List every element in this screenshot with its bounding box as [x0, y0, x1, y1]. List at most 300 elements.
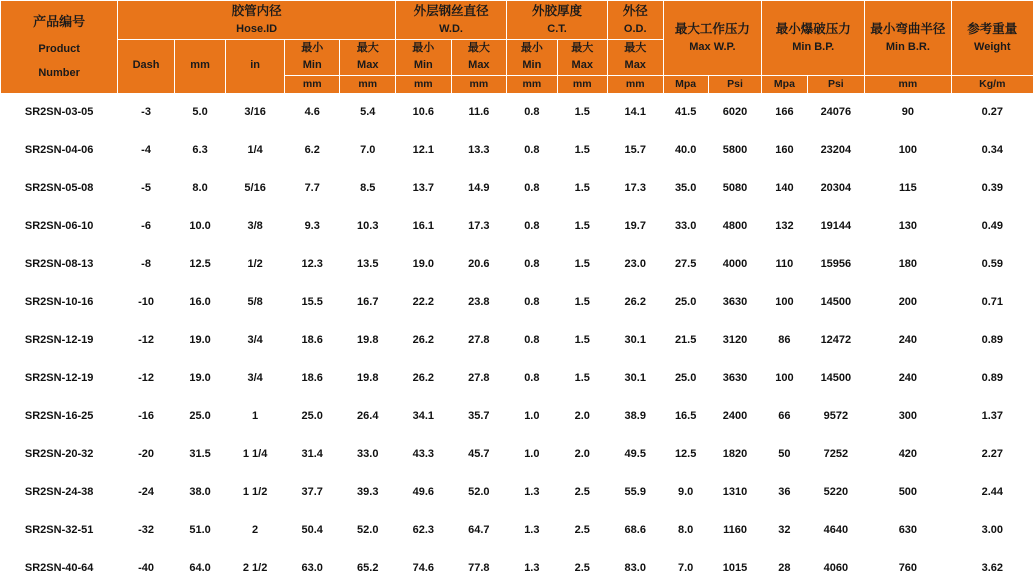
- cell-value: 43.3: [396, 435, 452, 473]
- cell-value: 0.39: [951, 169, 1033, 207]
- table-row: [1, 435, 1034, 473]
- cell-value: 1/4: [226, 131, 285, 169]
- cell-value: -5: [118, 169, 175, 207]
- cell-product-number: SR2SN-06-10: [1, 207, 118, 245]
- subheader-id-in: [226, 39, 285, 93]
- unit-bp-mpa: [762, 75, 807, 93]
- cell-value: 25.0: [174, 397, 225, 435]
- cell-value: 23.8: [451, 283, 507, 321]
- cell-product-number: SR2SN-05-08: [1, 169, 118, 207]
- cell-value: 55.9: [607, 473, 663, 511]
- cell-value: 25.0: [284, 397, 340, 435]
- group-bp-en: Min B.P.: [792, 41, 835, 54]
- group-br-en: Min B.R.: [885, 41, 930, 54]
- cell-value: 86: [762, 321, 807, 359]
- cell-value: 4000: [708, 245, 762, 283]
- cell-value: 27.8: [451, 321, 507, 359]
- cell-value: 7.0: [663, 549, 708, 587]
- cell-value: 21.5: [663, 321, 708, 359]
- cell-value: 1310: [708, 473, 762, 511]
- subheader-wd-min: [396, 39, 452, 75]
- cell-value: -12: [118, 359, 175, 397]
- cell-value: 28: [762, 549, 807, 587]
- cell-value: 240: [865, 321, 951, 359]
- cell-value: 20.6: [451, 245, 507, 283]
- unit-wd-max-label: mm: [469, 77, 489, 90]
- unit-id-min-label: mm: [302, 77, 322, 90]
- cell-value: 160: [762, 131, 807, 169]
- cell-value: 0.49: [951, 207, 1033, 245]
- cell-value: 1.5: [557, 169, 607, 207]
- cell-value: 1: [226, 397, 285, 435]
- cell-value: 0.89: [951, 321, 1033, 359]
- cell-value: 38.0: [174, 473, 225, 511]
- cell-value: 41.5: [663, 93, 708, 131]
- cell-value: 2400: [708, 397, 762, 435]
- cell-value: -32: [118, 511, 175, 549]
- cell-value: 15956: [807, 245, 865, 283]
- cell-value: 1.0: [507, 435, 557, 473]
- cell-product-number: SR2SN-10-16: [1, 283, 118, 321]
- cell-value: 13.7: [396, 169, 452, 207]
- cell-value: 19.8: [340, 321, 396, 359]
- cell-value: 2.5: [557, 549, 607, 587]
- cell-value: 12.1: [396, 131, 452, 169]
- column-group-weight: [951, 1, 1033, 76]
- table-row: [1, 131, 1034, 169]
- cell-value: 3/16: [226, 93, 285, 131]
- table-header: [1, 1, 1034, 94]
- cell-value: 37.7: [284, 473, 340, 511]
- cell-value: 24076: [807, 93, 865, 131]
- cell-value: 16.0: [174, 283, 225, 321]
- cell-value: 34.1: [396, 397, 452, 435]
- unit-id-max: [340, 75, 396, 93]
- cell-value: 8.0: [174, 169, 225, 207]
- cell-value: 30.1: [607, 321, 663, 359]
- cell-value: 90: [865, 93, 951, 131]
- cell-value: 2.0: [557, 397, 607, 435]
- cell-value: 3/4: [226, 359, 285, 397]
- cell-value: 300: [865, 397, 951, 435]
- cell-value: 9.0: [663, 473, 708, 511]
- subheader-ct-max-cn: 最大: [571, 41, 594, 54]
- cell-value: 13.5: [340, 245, 396, 283]
- column-group-min-burst-pressure: [762, 1, 865, 76]
- cell-product-number: SR2SN-32-51: [1, 511, 118, 549]
- cell-product-number: SR2SN-12-19: [1, 359, 118, 397]
- unit-bp-psi: [807, 75, 865, 93]
- cell-value: 19.7: [607, 207, 663, 245]
- unit-br-mm: [865, 75, 951, 93]
- cell-value: 7.0: [340, 131, 396, 169]
- cell-value: 1015: [708, 549, 762, 587]
- cell-value: 22.2: [396, 283, 452, 321]
- cell-value: 110: [762, 245, 807, 283]
- subheader-wd-min-cn: 最小: [412, 41, 435, 54]
- cell-value: 19144: [807, 207, 865, 245]
- cell-value: 115: [865, 169, 951, 207]
- cell-value: 3/4: [226, 321, 285, 359]
- cell-value: 0.59: [951, 245, 1033, 283]
- cell-value: 14.9: [451, 169, 507, 207]
- product-number-cn: 产品编号: [33, 14, 86, 30]
- cell-value: 1.37: [951, 397, 1033, 435]
- unit-wd-min: [396, 75, 452, 93]
- cell-product-number: SR2SN-03-05: [1, 93, 118, 131]
- cell-value: 0.8: [507, 207, 557, 245]
- subheader-id-min-en: Min: [302, 59, 322, 72]
- unit-wd-max: [451, 75, 507, 93]
- cell-value: 26.4: [340, 397, 396, 435]
- cell-value: 9.3: [284, 207, 340, 245]
- cell-value: 36: [762, 473, 807, 511]
- cell-value: 15.7: [607, 131, 663, 169]
- group-weight-en: Weight: [974, 41, 1011, 54]
- column-group-wire-diameter: [396, 1, 507, 40]
- cell-value: 33.0: [340, 435, 396, 473]
- cell-value: 65.2: [340, 549, 396, 587]
- column-group-min-bend-radius: [865, 1, 951, 76]
- table-row: [1, 397, 1034, 435]
- cell-value: 4640: [807, 511, 865, 549]
- cell-value: 0.8: [507, 169, 557, 207]
- column-group-max-working-pressure: [663, 1, 762, 76]
- cell-value: 2: [226, 511, 285, 549]
- cell-value: 500: [865, 473, 951, 511]
- cell-value: 420: [865, 435, 951, 473]
- cell-value: 74.6: [396, 549, 452, 587]
- cell-value: 10.0: [174, 207, 225, 245]
- cell-value: 1.0: [507, 397, 557, 435]
- cell-value: 68.6: [607, 511, 663, 549]
- cell-value: 2.5: [557, 511, 607, 549]
- cell-value: 2.27: [951, 435, 1033, 473]
- cell-value: 64.7: [451, 511, 507, 549]
- unit-id-min: [284, 75, 340, 93]
- product-number-en1: Product: [38, 42, 80, 55]
- cell-value: 32: [762, 511, 807, 549]
- cell-value: 23.0: [607, 245, 663, 283]
- subheader-id-min-cn: 最小: [301, 41, 324, 54]
- cell-value: 26.2: [607, 283, 663, 321]
- cell-value: 6020: [708, 93, 762, 131]
- cell-value: 52.0: [451, 473, 507, 511]
- unit-wp-mpa: [663, 75, 708, 93]
- cell-value: 132: [762, 207, 807, 245]
- cell-value: 77.8: [451, 549, 507, 587]
- cell-value: 5220: [807, 473, 865, 511]
- cell-value: 19.0: [174, 359, 225, 397]
- cell-value: 63.0: [284, 549, 340, 587]
- cell-value: 66: [762, 397, 807, 435]
- cell-value: -6: [118, 207, 175, 245]
- group-ct-cn: 外胶厚度: [532, 4, 583, 18]
- group-br-cn: 最小弯曲半径: [870, 22, 946, 37]
- cell-value: 20304: [807, 169, 865, 207]
- cell-value: 7252: [807, 435, 865, 473]
- cell-value: 3630: [708, 359, 762, 397]
- group-od-cn: 外径: [622, 4, 648, 18]
- column-group-cover-thickness: [507, 1, 608, 40]
- cell-value: 1.5: [557, 321, 607, 359]
- subheader-id-mm-label: mm: [190, 59, 210, 72]
- subheader-id-min: [284, 39, 340, 75]
- cell-value: 45.7: [451, 435, 507, 473]
- cell-value: 40.0: [663, 131, 708, 169]
- column-group-outer-diameter: [607, 1, 663, 40]
- cell-value: 2.0: [557, 435, 607, 473]
- cell-value: 5/16: [226, 169, 285, 207]
- cell-value: 30.1: [607, 359, 663, 397]
- cell-product-number: SR2SN-16-25: [1, 397, 118, 435]
- cell-value: 0.8: [507, 321, 557, 359]
- cell-value: 50: [762, 435, 807, 473]
- cell-value: 4800: [708, 207, 762, 245]
- cell-value: 0.8: [507, 245, 557, 283]
- cell-value: -40: [118, 549, 175, 587]
- column-header-product-number: [1, 1, 118, 94]
- cell-value: 10.3: [340, 207, 396, 245]
- cell-value: 0.8: [507, 283, 557, 321]
- subheader-wd-min-en: Min: [413, 59, 433, 72]
- unit-ct-max-label: mm: [572, 77, 592, 90]
- group-od-en: O.D.: [623, 23, 647, 35]
- table-row: [1, 283, 1034, 321]
- table-row: [1, 169, 1034, 207]
- table-row: [1, 473, 1034, 511]
- cell-value: 4.6: [284, 93, 340, 131]
- subheader-id-max-cn: 最大: [356, 41, 379, 54]
- unit-weight-kgm-label: Kg/m: [979, 77, 1006, 90]
- cell-value: 240: [865, 359, 951, 397]
- unit-ct-min-label: mm: [522, 77, 542, 90]
- cell-value: 200: [865, 283, 951, 321]
- cell-value: 100: [762, 283, 807, 321]
- cell-value: 5/8: [226, 283, 285, 321]
- subheader-wd-max-cn: 最大: [467, 41, 490, 54]
- subheader-dash-label: Dash: [132, 59, 160, 72]
- cell-product-number: SR2SN-12-19: [1, 321, 118, 359]
- cell-value: 0.34: [951, 131, 1033, 169]
- cell-value: 35.0: [663, 169, 708, 207]
- cell-value: -10: [118, 283, 175, 321]
- subheader-id-max-en: Max: [357, 59, 379, 72]
- subheader-wd-max: [451, 39, 507, 75]
- cell-value: 9572: [807, 397, 865, 435]
- subheader-ct-min-cn: 最小: [520, 41, 543, 54]
- cell-value: 4060: [807, 549, 865, 587]
- cell-value: 8.0: [663, 511, 708, 549]
- cell-value: 83.0: [607, 549, 663, 587]
- subheader-id-max: [340, 39, 396, 75]
- unit-wd-min-label: mm: [413, 77, 433, 90]
- cell-value: -3: [118, 93, 175, 131]
- table-row: [1, 93, 1034, 131]
- cell-value: 1.5: [557, 245, 607, 283]
- cell-value: 12.5: [663, 435, 708, 473]
- cell-value: 64.0: [174, 549, 225, 587]
- cell-value: 1.5: [557, 283, 607, 321]
- table-row: [1, 207, 1034, 245]
- unit-bp-psi-label: Psi: [827, 77, 844, 90]
- cell-value: -24: [118, 473, 175, 511]
- cell-product-number: SR2SN-24-38: [1, 473, 118, 511]
- cell-value: 35.7: [451, 397, 507, 435]
- group-hose-id-en: Hose.ID: [236, 23, 278, 35]
- cell-value: 180: [865, 245, 951, 283]
- subheader-ct-max-en: Max: [571, 59, 593, 72]
- cell-value: 1.5: [557, 359, 607, 397]
- cell-value: 1.3: [507, 473, 557, 511]
- cell-value: 27.5: [663, 245, 708, 283]
- cell-value: 10.6: [396, 93, 452, 131]
- cell-value: 760: [865, 549, 951, 587]
- cell-value: 166: [762, 93, 807, 131]
- cell-value: 16.1: [396, 207, 452, 245]
- unit-wp-mpa-label: Mpa: [675, 77, 697, 90]
- cell-value: 0.27: [951, 93, 1033, 131]
- unit-ct-max: [557, 75, 607, 93]
- cell-value: 17.3: [607, 169, 663, 207]
- cell-value: 25.0: [663, 283, 708, 321]
- subheader-od-max-en: Max: [624, 59, 646, 72]
- cell-value: 26.2: [396, 359, 452, 397]
- cell-value: 3120: [708, 321, 762, 359]
- subheader-ct-min: [507, 39, 557, 75]
- unit-br-mm-label: mm: [898, 77, 918, 90]
- cell-value: 12472: [807, 321, 865, 359]
- table-row: [1, 511, 1034, 549]
- cell-value: 140: [762, 169, 807, 207]
- cell-value: 2.5: [557, 473, 607, 511]
- header-row-groups: [1, 1, 1034, 40]
- cell-value: 1.3: [507, 511, 557, 549]
- table-row: [1, 359, 1034, 397]
- unit-ct-min: [507, 75, 557, 93]
- group-weight-cn: 参考重量: [967, 22, 1018, 37]
- cell-value: 100: [865, 131, 951, 169]
- cell-value: 0.8: [507, 359, 557, 397]
- group-wd-cn: 外层钢丝直径: [413, 4, 489, 18]
- group-bp-cn: 最小爆破压力: [775, 22, 851, 37]
- cell-product-number: SR2SN-40-64: [1, 549, 118, 587]
- cell-value: 14.1: [607, 93, 663, 131]
- cell-value: 5.4: [340, 93, 396, 131]
- cell-value: -20: [118, 435, 175, 473]
- cell-value: 5800: [708, 131, 762, 169]
- unit-od-max: [607, 75, 663, 93]
- cell-value: 25.0: [663, 359, 708, 397]
- unit-weight-kgm: [951, 75, 1033, 93]
- cell-value: 0.89: [951, 359, 1033, 397]
- cell-value: 23204: [807, 131, 865, 169]
- cell-value: 12.3: [284, 245, 340, 283]
- group-hose-id-cn: 胶管内径: [231, 4, 282, 18]
- subheader-dash: [118, 39, 175, 93]
- cell-value: 19.8: [340, 359, 396, 397]
- cell-value: 16.7: [340, 283, 396, 321]
- cell-value: 33.0: [663, 207, 708, 245]
- cell-value: 2 1/2: [226, 549, 285, 587]
- cell-value: 26.2: [396, 321, 452, 359]
- table-row: [1, 549, 1034, 587]
- unit-wp-psi: [708, 75, 762, 93]
- group-wp-en: Max W.P.: [689, 41, 736, 54]
- cell-value: 630: [865, 511, 951, 549]
- cell-value: 1820: [708, 435, 762, 473]
- subheader-od-max-cn: 最大: [624, 41, 647, 54]
- cell-value: 14500: [807, 359, 865, 397]
- cell-value: 3.00: [951, 511, 1033, 549]
- table-body: [1, 93, 1034, 586]
- cell-value: 3.62: [951, 549, 1033, 587]
- cell-value: 11.6: [451, 93, 507, 131]
- cell-value: 100: [762, 359, 807, 397]
- cell-product-number: SR2SN-08-13: [1, 245, 118, 283]
- cell-value: 1.5: [557, 93, 607, 131]
- unit-id-max-label: mm: [358, 77, 378, 90]
- cell-value: 3630: [708, 283, 762, 321]
- cell-value: 16.5: [663, 397, 708, 435]
- cell-value: -16: [118, 397, 175, 435]
- cell-value: 13.3: [451, 131, 507, 169]
- subheader-ct-min-en: Min: [522, 59, 542, 72]
- cell-value: 5080: [708, 169, 762, 207]
- table-row: [1, 321, 1034, 359]
- cell-value: 49.6: [396, 473, 452, 511]
- table-row: [1, 245, 1034, 283]
- subheader-id-in-label: in: [250, 59, 260, 72]
- cell-value: 6.3: [174, 131, 225, 169]
- cell-value: 5.0: [174, 93, 225, 131]
- cell-value: 19.0: [396, 245, 452, 283]
- subheader-id-mm: [174, 39, 225, 93]
- cell-value: -4: [118, 131, 175, 169]
- subheader-wd-max-en: Max: [468, 59, 490, 72]
- cell-value: 2.44: [951, 473, 1033, 511]
- cell-value: 0.8: [507, 131, 557, 169]
- cell-value: 1 1/4: [226, 435, 285, 473]
- cell-value: 130: [865, 207, 951, 245]
- cell-value: 7.7: [284, 169, 340, 207]
- cell-value: 52.0: [340, 511, 396, 549]
- cell-value: 6.2: [284, 131, 340, 169]
- cell-value: 38.9: [607, 397, 663, 435]
- subheader-ct-max: [557, 39, 607, 75]
- cell-value: 1.3: [507, 549, 557, 587]
- cell-value: 19.0: [174, 321, 225, 359]
- cell-value: 18.6: [284, 359, 340, 397]
- cell-value: 0.8: [507, 93, 557, 131]
- cell-value: 1.5: [557, 207, 607, 245]
- cell-value: 3/8: [226, 207, 285, 245]
- cell-value: 12.5: [174, 245, 225, 283]
- cell-value: 62.3: [396, 511, 452, 549]
- cell-value: 14500: [807, 283, 865, 321]
- cell-value: 51.0: [174, 511, 225, 549]
- cell-value: 18.6: [284, 321, 340, 359]
- cell-value: 0.71: [951, 283, 1033, 321]
- cell-value: -8: [118, 245, 175, 283]
- cell-value: 1 1/2: [226, 473, 285, 511]
- subheader-od-max: [607, 39, 663, 75]
- product-number-en2: Number: [38, 67, 80, 80]
- group-ct-en: C.T.: [547, 23, 567, 35]
- cell-value: 8.5: [340, 169, 396, 207]
- cell-value: 39.3: [340, 473, 396, 511]
- cell-value: 50.4: [284, 511, 340, 549]
